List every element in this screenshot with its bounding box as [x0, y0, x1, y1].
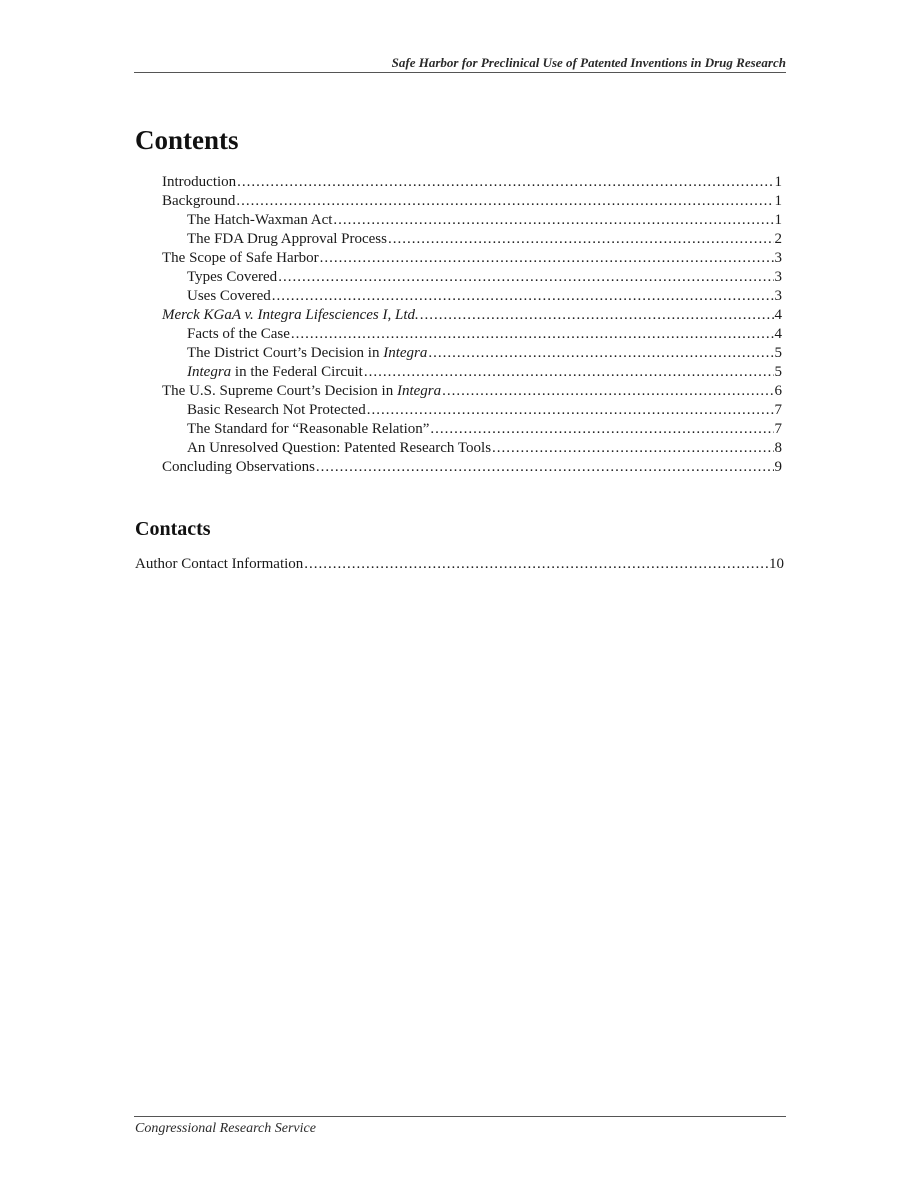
dot-leader [278, 268, 773, 287]
toc-page-number: 5 [774, 364, 782, 380]
case-name-italic: Integra [396, 383, 442, 399]
toc-entry-reasonable-relation-standard[interactable] [162, 420, 782, 439]
toc-entry-title: The Standard for “Reasonable Relation” [187, 421, 430, 437]
toc-entry-basic-research-not-protected[interactable] [162, 401, 782, 420]
dot-leader [367, 401, 774, 420]
toc-entry-fda-drug-approval-process[interactable] [162, 230, 782, 249]
toc-entry-scope-of-safe-harbor[interactable] [162, 249, 782, 268]
toc-entry-title [162, 382, 441, 401]
dot-leader [388, 230, 774, 249]
header-rule [134, 72, 786, 73]
dot-leader [430, 420, 773, 439]
title-text: The District Court’s Decision in [187, 345, 384, 361]
dot-leader [291, 325, 774, 344]
toc-page-number: 4 [774, 326, 782, 342]
toc-entry-title: The Hatch-Waxman Act [187, 212, 333, 228]
toc-entry-title: The Scope of Safe Harbor [162, 250, 319, 266]
toc-entry-district-court-decision[interactable] [162, 344, 782, 363]
dot-leader [236, 192, 773, 211]
dot-leader [333, 211, 773, 230]
dot-leader [304, 555, 768, 574]
dot-leader [420, 306, 774, 325]
toc-page-number: 4 [774, 307, 782, 323]
dot-leader [237, 173, 773, 192]
toc-entry-title: The FDA Drug Approval Process [187, 231, 387, 247]
toc-entry-title [187, 344, 427, 363]
toc-page-number: 7 [774, 402, 782, 418]
contacts-heading: Contacts [135, 518, 211, 540]
dot-leader [442, 382, 773, 401]
dot-leader [492, 439, 773, 458]
toc-entry-title [187, 363, 363, 382]
toc-entry-uses-covered[interactable] [162, 287, 782, 306]
toc-entry-background[interactable] [162, 192, 782, 211]
toc-page-number: 1 [774, 193, 782, 209]
dot-leader [316, 458, 774, 477]
dot-leader [364, 363, 774, 382]
contacts-list [135, 555, 784, 574]
toc-page-number: 7 [774, 421, 782, 437]
toc-page-number: 5 [774, 345, 782, 361]
toc-page-number: 1 [774, 212, 782, 228]
page-footer: Congressional Research Service [135, 1121, 316, 1136]
case-name-italic: Integra [187, 364, 232, 380]
toc-page-number: 1 [774, 174, 782, 190]
table-of-contents [162, 173, 782, 477]
toc-entry-title: Introduction [162, 174, 237, 190]
case-name-italic: Merck KGaA v. Integra Lifesciences I, Ltd. [162, 307, 419, 323]
running-header: Safe Harbor for Preclinical Use of Patented Inventions in Drug Research [391, 55, 786, 70]
toc-entry-title: An Unresolved Question: Patented Research Tools [187, 440, 492, 456]
toc-entry-patented-research-tools[interactable] [162, 439, 782, 458]
dot-leader [272, 287, 774, 306]
toc-entry-title: Types Covered [187, 269, 278, 285]
toc-page-number: 8 [774, 440, 782, 456]
toc-page-number: 10 [769, 556, 784, 572]
toc-entry-concluding-observations[interactable] [162, 458, 782, 477]
toc-entry-types-covered[interactable] [162, 268, 782, 287]
dot-leader [320, 249, 774, 268]
toc-entry-facts-of-the-case[interactable] [162, 325, 782, 344]
toc-entry-introduction[interactable] [162, 173, 782, 192]
toc-entry-title [162, 306, 419, 325]
toc-entry-merck-v-integra[interactable] [162, 306, 782, 325]
toc-page-number: 6 [774, 383, 782, 399]
toc-page-number: 2 [774, 231, 782, 247]
footer-rule [134, 1116, 786, 1117]
contents-heading: Contents [135, 125, 239, 155]
toc-entry-hatch-waxman-act[interactable] [162, 211, 782, 230]
toc-entry-title: Author Contact Information [135, 556, 304, 572]
title-text: The U.S. Supreme Court’s Decision in [162, 383, 397, 399]
toc-entry-author-contact-information[interactable] [135, 555, 784, 574]
toc-entry-title: Concluding Observations [162, 459, 315, 475]
toc-page-number: 3 [774, 250, 782, 266]
title-text: in the Federal Circuit [231, 364, 363, 380]
toc-entry-title: Facts of the Case [187, 326, 290, 342]
toc-page-number: 3 [774, 288, 782, 304]
dot-leader [428, 344, 773, 363]
case-name-italic: Integra [383, 345, 428, 361]
toc-entry-supreme-court-decision[interactable] [162, 382, 782, 401]
toc-page-number: 9 [774, 459, 782, 475]
toc-entry-title: Uses Covered [187, 288, 271, 304]
toc-entry-title: Basic Research Not Protected [187, 402, 366, 418]
toc-entry-integra-federal-circuit[interactable] [162, 363, 782, 382]
toc-entry-title: Background [162, 193, 236, 209]
toc-page-number: 3 [774, 269, 782, 285]
